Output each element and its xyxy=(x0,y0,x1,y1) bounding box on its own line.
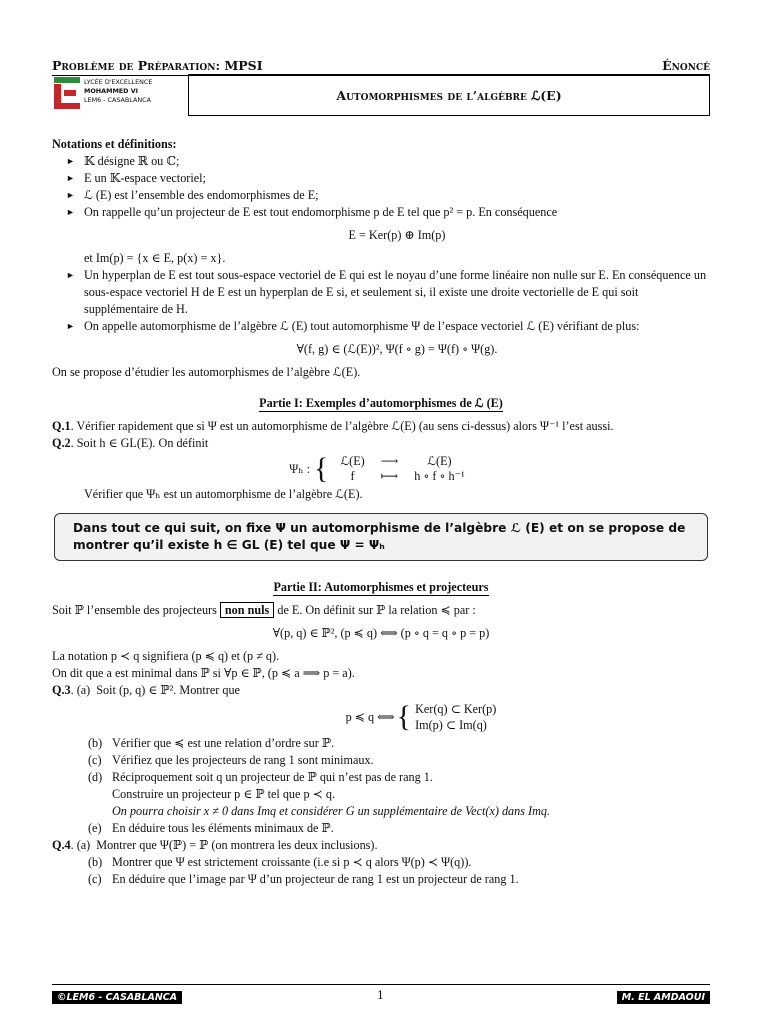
q4c: (c) En déduire que l’image par Ψ d’un projecteur de rang 1 est un projecteur de rang 1. xyxy=(88,872,519,886)
q2-text: . Soit h ∈ GL(E). On définit xyxy=(70,436,209,450)
question-1 xyxy=(52,418,710,435)
q2-label: Q.2 xyxy=(52,436,71,450)
list-item: ► 𝕂 désigne ℝ ou ℂ; xyxy=(66,153,710,170)
q3c: (c) Vérifiez que les projecteurs de rang 1 sont minimaux. xyxy=(88,753,374,767)
q3-system: p ≼ q ⟺ { Ker(q) ⊂ Ker(p) Im(p) ⊂ Im(q) xyxy=(345,700,497,733)
left-brace-icon: { xyxy=(396,700,412,733)
q3b: (b) Vérifier que ≼ est une relation d’ordre sur ℙ. xyxy=(88,736,335,750)
logo-line2: MOHAMMED VI xyxy=(84,87,139,95)
map-name: Ψₕ : xyxy=(289,461,310,476)
logo-line1: LYCÉE D'EXCELLENCE xyxy=(84,78,153,86)
part1-title: Partie I: Exemples d’automorphismes de ℒ (E) xyxy=(259,396,503,410)
question-3: Q.3 . (a) Soit (p, q) ∈ ℙ². Montrer que xyxy=(52,683,240,697)
map-definition xyxy=(52,454,710,484)
projector-definition: On rappelle qu’un projecteur de E est tout endomorphisme p de E tel que p² = p. En conséquence xyxy=(84,205,558,219)
problem-title: Problème de Préparation: MPSI xyxy=(52,58,263,73)
morphism-formula: ∀(f, g) ∈ (ℒ(E))², Ψ(f ∘ g) = Ψ(f) ∘ Ψ(g). xyxy=(296,342,498,356)
q3d: (d) Réciproquement soit q un projecteur de ℙ qui n’est pas de rang 1. Construire un projecteur p ∈ ℙ tel que p ≺ q. On pourra choisir x ≠ 0 dans Imq et considérer G un supplémentaire de Vect(x) dans Imq. xyxy=(88,770,551,818)
page-number: 1 xyxy=(377,989,384,1002)
q3-label: Q.3 xyxy=(52,683,71,697)
non-nuls-frame: non nuls xyxy=(220,602,274,618)
automorphism-definition: On appelle automorphisme de l’algèbre ℒ (E) tout automorphisme Ψ de l’espace vectoriel ℒ (E) vérifiant de plus: xyxy=(84,319,640,333)
q4-label: Q.4 xyxy=(52,838,71,852)
question-4: Q.4 . (a) Montrer que Ψ(ℙ) = ℙ (on montrera les deux inclusions). xyxy=(52,838,378,852)
q4b: (b) Montrer que Ψ est strictement croissante (i.e si p ≺ q alors Ψ(p) ≺ Ψ(q)). xyxy=(88,855,472,869)
list-item: ► Un hyperplan de E est tout sous-espace vectoriel de E qui est le noyau d’une forme linéaire non nulle sur E. En conséquence un sous-espace vectoriel H de E est un hyperplan de E si, et seulement si, il existe une droite vectorielle de E qui soit supplémentaire de H. xyxy=(66,267,710,318)
part2-intro: Soit ℙ l’ensemble des projecteurs non nuls de E. On définit sur ℙ la relation ≼ par : xyxy=(52,603,476,617)
list-item xyxy=(66,204,710,267)
page-footer xyxy=(52,984,710,1003)
footer-author: M. EL AMDAOUI xyxy=(617,991,710,1004)
footer-school: ©LEM6 - CASABLANCA xyxy=(52,991,182,1004)
title-box xyxy=(188,74,710,116)
question-2 xyxy=(52,435,710,452)
left-brace-icon: { xyxy=(313,452,329,485)
q3e: (e) En déduire tous les éléments minimaux de ℙ. xyxy=(88,821,334,835)
minimal-definition: On dit que a est minimal dans ℙ si ∀p ∈ ℙ, (p ≼ a ⟹ p = a). xyxy=(52,666,355,680)
logo-mark-icon xyxy=(52,74,82,114)
q3a-label: (a) xyxy=(76,683,91,697)
school-logo xyxy=(52,74,182,114)
assumption-box: Dans tout ce qui suit, on fixe Ψ un automorphisme de l’algèbre ℒ (E) et on se propose de montrer qu’il existe h ∈ GL (E) tel que Ψ = Ψₕ xyxy=(54,513,708,561)
document-title: Automorphismes de l’algèbre ℒ(E) xyxy=(336,87,562,103)
page-header xyxy=(52,58,710,104)
logo-line3: LEM6 - CASABLANCA xyxy=(84,96,152,104)
notations-list xyxy=(66,153,710,358)
map-table: ℒ(E) ⟶ ℒ(E) f ⟼ h ∘ f ∘ h⁻¹ xyxy=(340,454,465,483)
image-definition: et Im(p) = {x ∈ E, p(x) = x}. xyxy=(84,251,226,265)
part2-title: Partie II: Automorphismes et projecteurs xyxy=(273,580,489,594)
enonce-label: Énoncé xyxy=(662,58,710,73)
order-formula: ∀(p, q) ∈ ℙ², (p ≼ q) ⟺ (p ∘ q = q ∘ p = p) xyxy=(272,626,490,640)
list-item xyxy=(66,318,710,358)
q1-text: . Vérifier rapidement que si Ψ est un automorphisme de l’algèbre ℒ(E) (au sens ci-dessus) alors Ψ⁻¹ l’est aussi. xyxy=(70,419,614,433)
q3a-text: Soit (p, q) ∈ ℙ². Montrer que xyxy=(96,683,240,697)
q2-conclusion: Vérifier que Ψₕ est un automorphisme de l’algèbre ℒ(E). xyxy=(84,487,363,501)
intro-sentence: On se propose d’étudier les automorphismes de l’algèbre ℒ(E). xyxy=(52,365,361,379)
list-item: ► E un 𝕂-espace vectoriel; xyxy=(66,170,710,187)
strict-notation: La notation p ≺ q signifiera (p ≼ q) et (p ≠ q). xyxy=(52,649,280,663)
q1-label: Q.1 xyxy=(52,419,71,433)
main-content xyxy=(52,136,710,888)
kernel-image-formula: E = Ker(p) ⊕ Im(p) xyxy=(348,228,446,242)
notations-heading: Notations et définitions: xyxy=(52,137,177,151)
list-item: ► ℒ (E) est l’ensemble des endomorphismes de E; xyxy=(66,187,710,204)
